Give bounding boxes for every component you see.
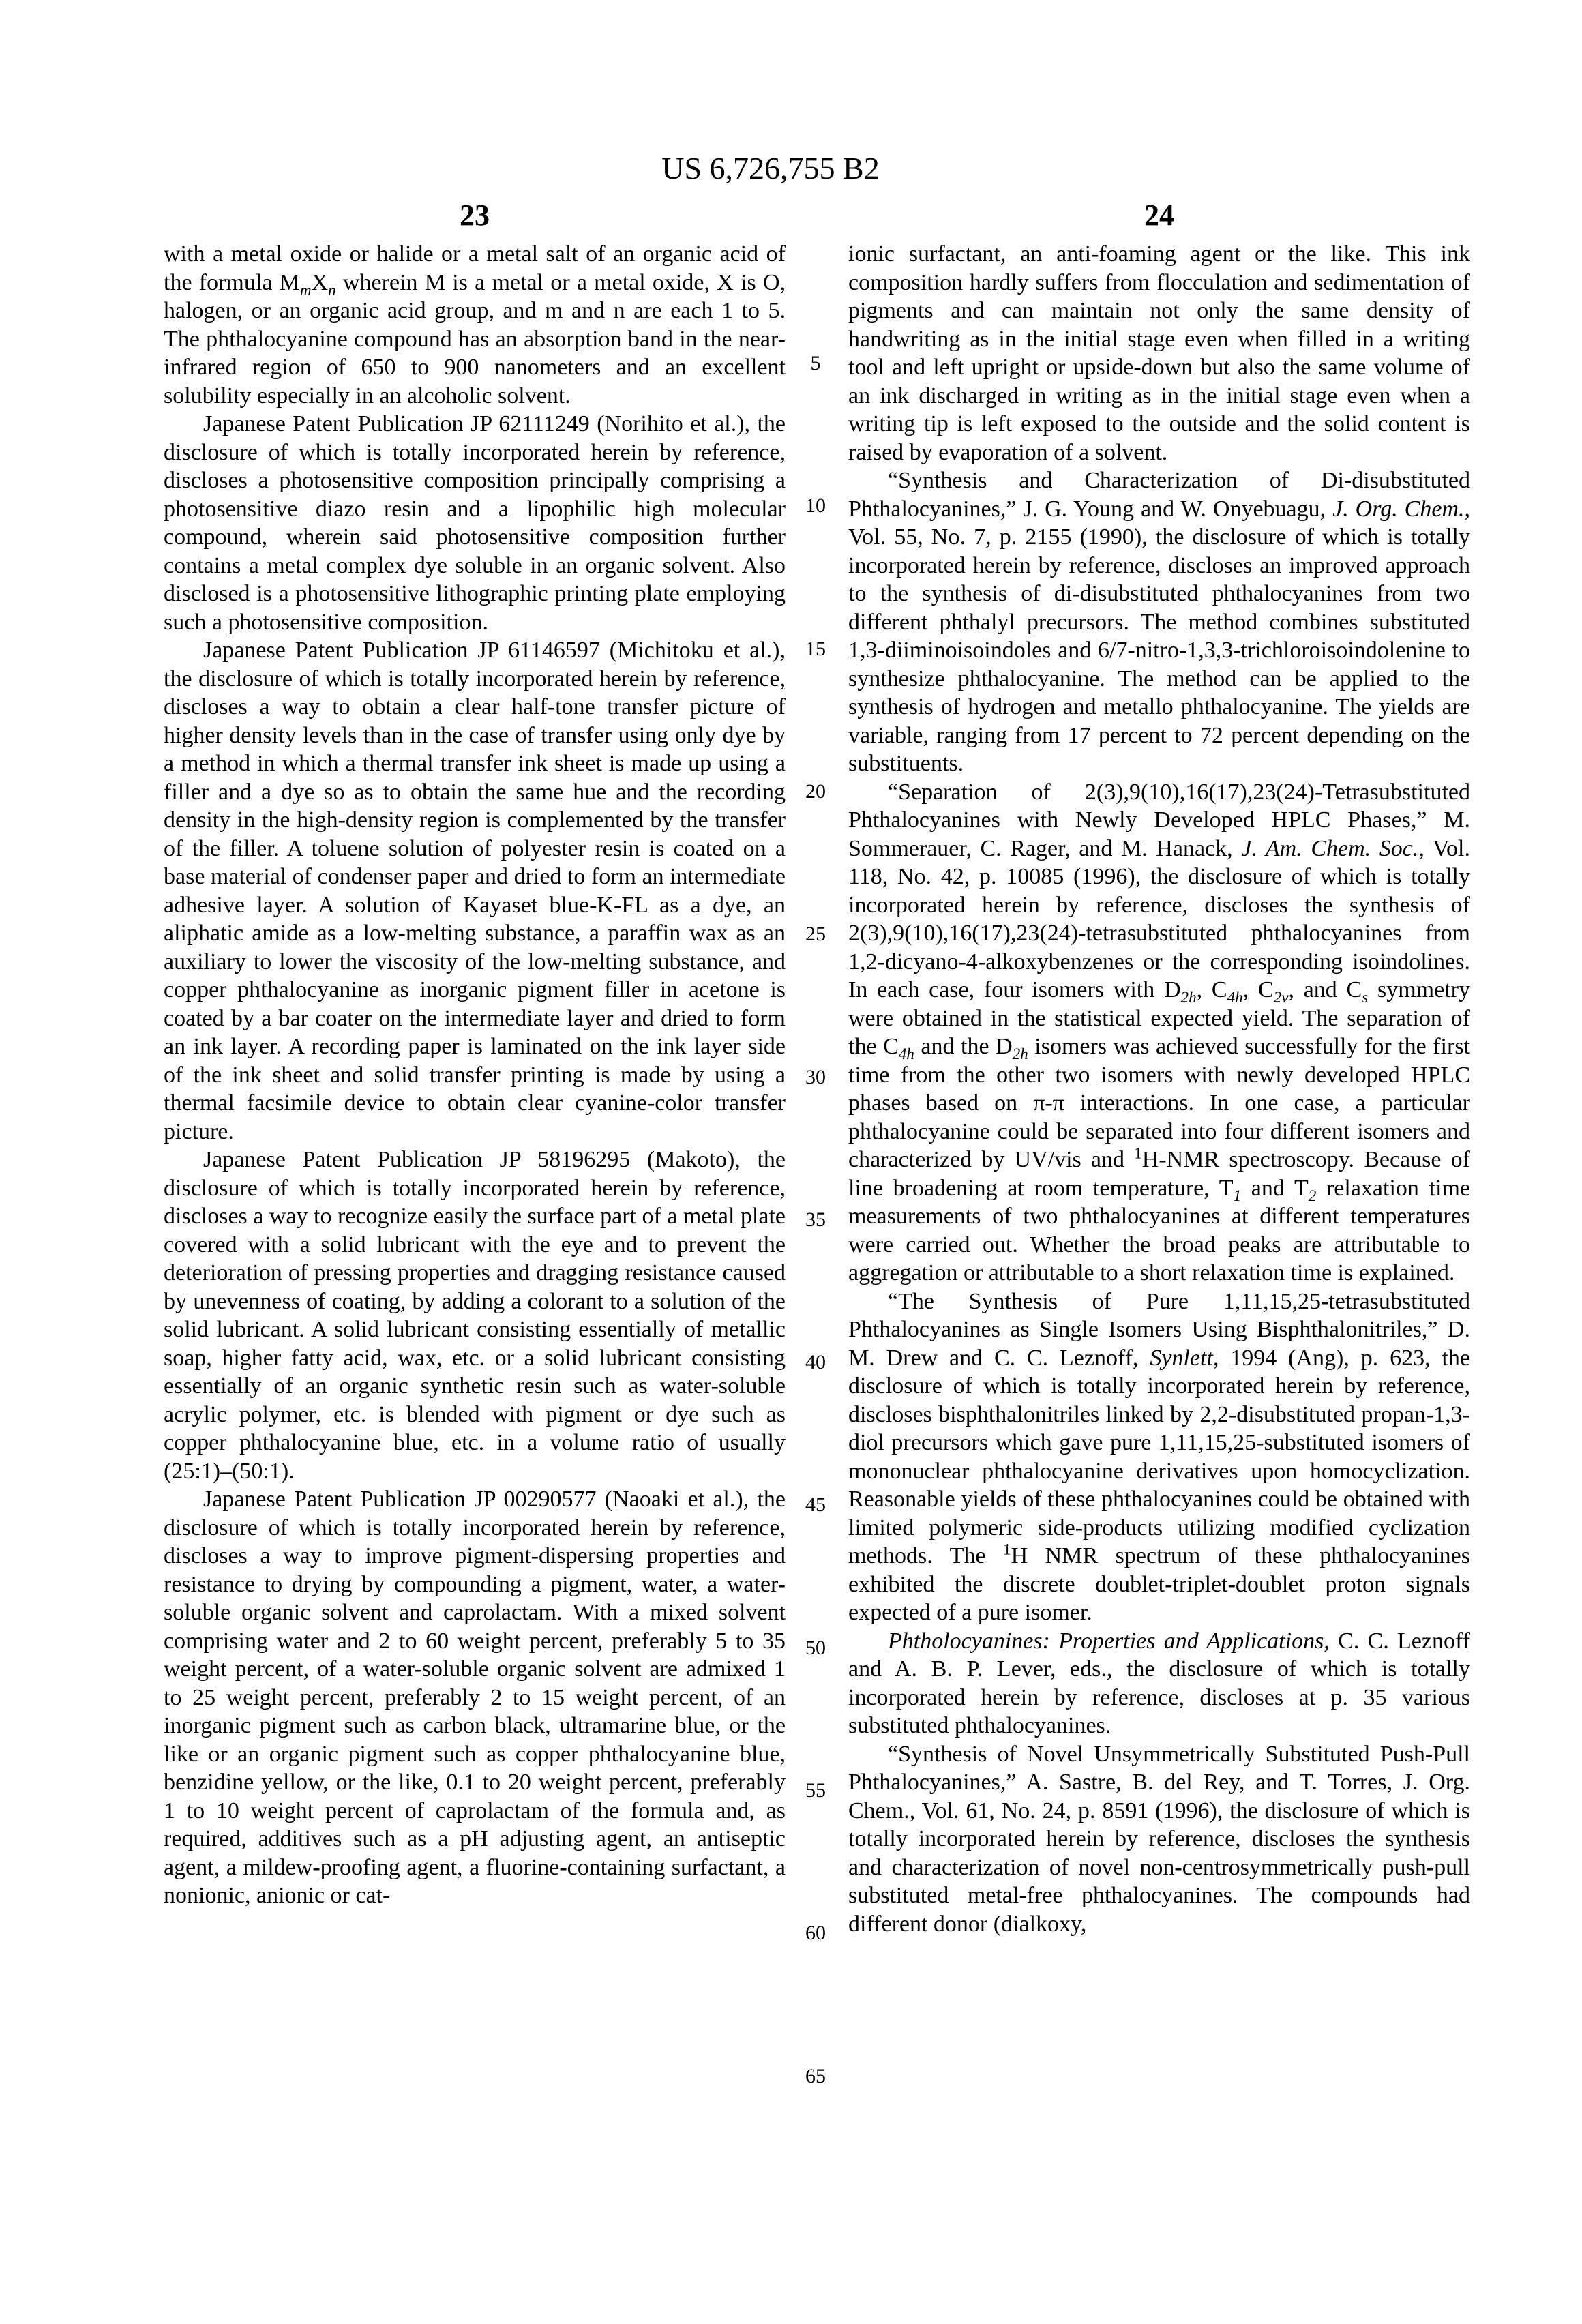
paragraph: “Synthesis and Characterization of Di-disubstituted Phthalocyanines,” J. G. Young and W. Onyebuagu, J. Org. Chem., Vol. 55, No. 7, p. 2155 (1990), the disclosure of which is totally incorporated herein by reference, discloses an improved approach to the synthesis of di-disubstituted phthalocyanines from two different phthalyl precursors. The method combines substituted 1,3-diiminoisoindoles and 6/7-nitro-1,3,3-trichloroisoindolenine to synthesize phthalocyanine. The method can be applied to the synthesis of hydrogen and metallo phthalocyanine. The yields are variable, ranging from 17 percent to 72 percent depending on the substituents.: [848, 468, 1470, 776]
line-number: 45: [805, 1493, 826, 1516]
line-number: 15: [805, 638, 826, 660]
column-left-text: [164, 240, 786, 1910]
paragraph: Japanese Patent Publication JP 61146597 (Michitoku et al.), the disclosure of which is totally incorporated herein by reference, discloses a way to obtain a clear half-tone transfer picture of higher density levels than in the case of transfer using only dye by a method in which a thermal transfer ink sheet is made up using a filler and a dye so as to obtain the same hue and the recording density in the high-density region is complemented by the transfer of the filler. A toluene solution of polyester resin is coated on a base material of condenser paper and dried to form an intermediate adhesive layer. A solution of Kayaset blue-K-FL as a dye, an aliphatic amide as a low-melting substance, a paraffin wax as an auxiliary to lower the viscosity of the low-melting substance, and copper phthalocyanine as inorganic pigment filler in acetone is coated by a bar coater on the intermediate layer and dried to form an ink layer. A recording paper is laminated on the ink layer side of the ink sheet and solid transfer printing is made by using a thermal facsimile device to obtain clear cyanine-color transfer picture.: [164, 638, 786, 1144]
column-right-text: [848, 240, 1470, 1938]
line-number: 30: [805, 1066, 826, 1088]
line-number: 40: [805, 1351, 826, 1373]
line-number: 55: [805, 1779, 826, 1802]
line-number: 5: [810, 352, 821, 374]
column-number-right: 24: [1144, 198, 1174, 232]
line-number: 20: [805, 780, 826, 803]
paragraph: Phtholocyanines: Properties and Applications, C. C. Leznoff and A. B. P. Lever, eds., the disclosure of which is totally incorporated herein by reference, discloses at p. 35 various substituted phthalocyanines.: [848, 1628, 1470, 1738]
line-number: 65: [805, 2065, 826, 2087]
line-number: 60: [805, 1922, 826, 1944]
patent-number-header: US 6,726,755 B2: [661, 151, 880, 185]
paragraph: Japanese Patent Publication JP 58196295 (Makoto), the disclosure of which is totally incorporated herein by reference, discloses a way to recognize easily the surface part of a metal plate covered with a solid lubricant with the eye and to prevent the deterioration of pressing properties and dragging resistance caused by unevenness of coating, by adding a colorant to a solution of the solid lubricant. A solid lubricant consisting essentially of metallic soap, higher fatty acid, wax, etc. or a solid lubricant consisting essentially of an organic synthetic resin such as water-soluble acrylic polymer, etc. is blended with pigment or dye such as copper phthalocyanine blue, etc. in a volume ratio of usually (25:1)–(50:1).: [164, 1147, 786, 1484]
column-number-left: 23: [460, 198, 490, 232]
paragraph: Japanese Patent Publication JP 62111249 (Norihito et al.), the disclosure of which is totally incorporated herein by reference, discloses a photosensitive composition principally comprising a photosensitive diazo resin and a lipophilic high molecular compound, wherein said photosensitive composition further contains a metal complex dye soluble in an organic solvent. Also disclosed is a photosensitive lithographic printing plate employing such a photosensitive composition.: [164, 411, 786, 635]
paragraph: “Synthesis of Novel Unsymmetrically Substituted Push-Pull Phthalocyanines,” A. Sastre, B. del Rey, and T. Torres, J. Org. Chem., Vol. 61, No. 24, p. 8591 (1996), the disclosure of which is totally incorporated herein by reference, discloses the synthesis and characterization of novel non-centrosymmetrically push-pull substituted metal-free phthalocyanines. The compounds had different donor (dialkoxy,: [848, 1741, 1470, 1937]
line-number: 50: [805, 1637, 826, 1659]
line-number: 25: [805, 923, 826, 945]
paragraph: “Separation of 2(3),9(10),16(17),23(24)-Tetrasubstituted Phthalocyanines with Newly Developed HPLC Phases,” M. Sommerauer, C. Rager, and M. Hanack, J. Am. Chem. Soc., Vol. 118, No. 42, p. 10085 (1996), the disclosure of which is totally incorporated herein by reference, discloses the synthesis of 2(3),9(10),16(17),23(24)-tetrasubstituted phthalocyanines from 1,2-dicyano-4-alkoxybenzenes or the corresponding isoindolines. In each case, four isomers with $D_{2h}$, $C_{4h}$, $C_{2v}$, and $C_s$ symmetry were obtained in the statistical expected yield. The separation of the $C_{4h}$ and the $D_{2h}$ isomers was achieved successfully for the first time from the other two isomers with newly developed HPLC phases based on π-π interactions. In one case, a particular phthalocyanine could be separated into four different isomers and characterized by UV/vis and $^1$H-NMR spectroscopy. Because of line broadening at room temperature, $T_1$ and $T_2$ relaxation time measurements of two phthalocyanines at different temperatures were carried out. Whether the broad peaks are attributable to aggregation or attributable to a short relaxation time is explained.: [848, 779, 1470, 1285]
paragraph: ionic surfactant, an anti-foaming agent or the like. This ink composition hardly suffers from flocculation and sedimentation of pigments and can maintain not only the same density of handwriting as in the initial stage even when filled in a writing tool and left upright or upside-down but also the same volume of an ink discharged in writing as in the initial stage even when a writing tip is left exposed to the outside and the solid content is raised by evaporation of a solvent.: [848, 241, 1470, 465]
paragraph: Japanese Patent Publication JP 00290577 (Naoaki et al.), the disclosure of which is totally incorporated herein by reference, discloses a way to improve pigment-dispersing properties and resistance to drying by compounding a pigment, water, a water-soluble organic solvent and caprolactam. With a mixed solvent comprising water and 2 to 60 weight percent, preferably 5 to 35 weight percent, of a water-soluble organic solvent are admixed 1 to 25 weight percent, preferably 2 to 15 weight percent, of an inorganic pigment such as carbon black, ultramarine blue, or the like or an organic pigment such as copper phthalocyanine blue, benzidine yellow, or the like, 0.1 to 20 weight percent, preferably 1 to 10 weight percent of caprolactam of the formula and, as required, additives such as a pH adjusting agent, an antiseptic agent, a mildew-proofing agent, a fluorine-containing surfactant, a nonionic, anionic or cat-: [164, 1487, 786, 1908]
paragraph: “The Synthesis of Pure 1,11,15,25-tetrasubstituted Phthalocyanines as Single Isomers Using Bisphthalonitriles,” D. M. Drew and C. C. Leznoff, Synlett, 1994 (Ang), p. 623, the disclosure of which is totally incorporated herein by reference, discloses bisphthalonitriles linked by 2,2-disubstituted propan-1,3-diol precursors which gave pure 1,11,15,25-substituted isomers of mononuclear phthalocyanine derivatives upon homocyclization. Reasonable yields of these phthalocyanines could be obtained with limited polymeric side-products utilizing modified cyclization methods. The $^1$H NMR spectrum of these phthalocyanines exhibited the discrete doublet-triplet-doublet proton signals expected of a pure isomer.: [848, 1288, 1470, 1625]
line-number: 35: [805, 1208, 826, 1231]
line-number: 10: [805, 494, 826, 517]
paragraph: with a metal oxide or halide or a metal salt of an organic acid of the formula $M_mX_n$ wherein M is a metal or a metal oxide, X is O, halogen, or an organic acid group, and m and n are each 1 to 5. The phthalocyanine compound has an absorption band in the near-infrared region of 650 to 900 nanometers and an excellent solubility especially in an alcoholic solvent.: [164, 241, 786, 408]
